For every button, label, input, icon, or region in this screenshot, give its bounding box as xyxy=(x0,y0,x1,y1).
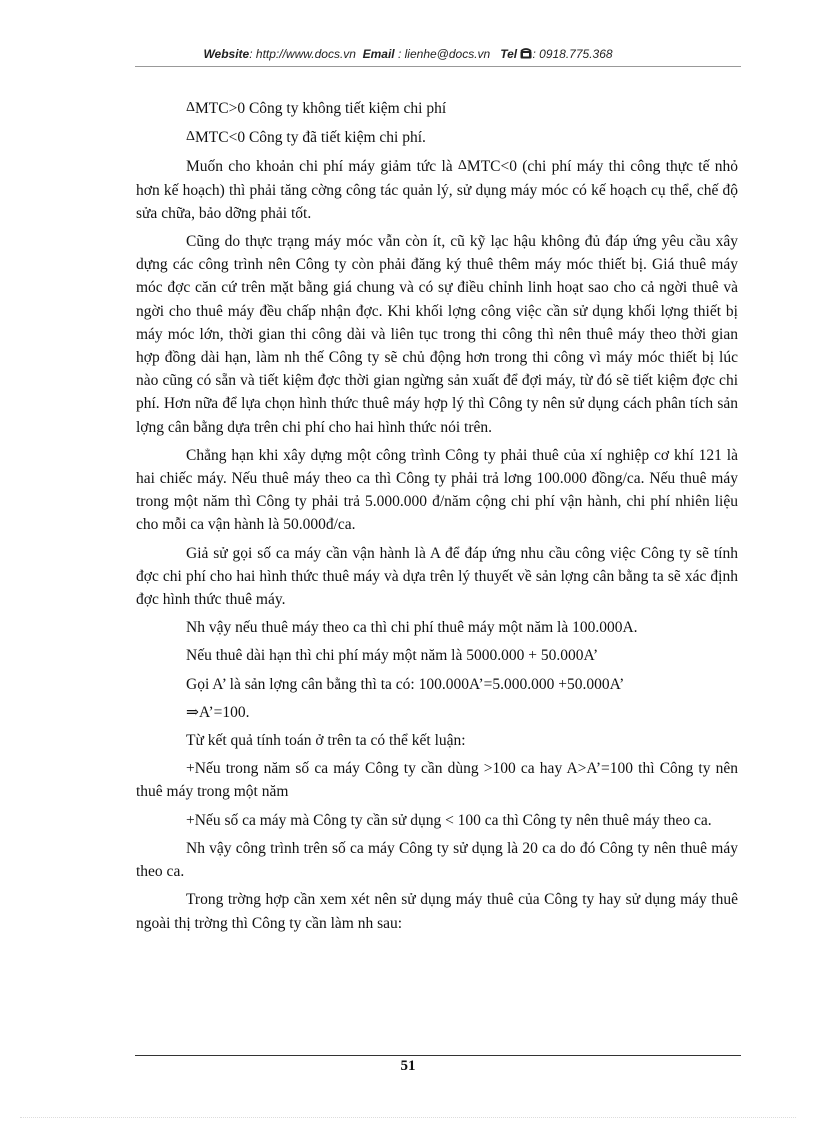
paragraph: Cũng do thực trạng máy móc vẫn còn ít, cũ kỹ lạc hậu không đủ đáp ứng yêu cầu xây dựng các công trình nên Công ty còn phải đăng ký thuê thêm máy móc thiết bị. Giá thuê máy móc đợc căn cứ trên mặt bằng giá chung và có sự điều chỉnh linh hoạt sao cho cả ngời thuê và ngời cho thuê máy đều chấp nhận đợc. Khi khối lợng công việc cần sử dụng khối lợng thiết bị máy móc lớn, thời gian thi công dài và liên tục trong thi công thì nên thuê máy theo thời gian hợp đồng dài hạn, làm nh thế Công ty sẽ chủ động hơn trong thi công vì máy móc thiết bị lúc nào cũng có sẵn và tiết kiệm đợc thời gian ngừng sản xuất để đợi máy, từ đó sẽ tiết kiệm đợc chi phí. Hơn nữa để lựa chọn hình thức thuê máy hợp lý thì Công ty nên sử dụng cách phân tích sản lợng cân bằng dựa trên chi phí cho hai hình thức nói trên. xyxy=(136,233,738,436)
paragraph: Chẳng hạn khi xây dựng một công trình Công ty phải thuê của xí nghiệp cơ khí 121 là hai chiếc máy. Nếu thuê máy theo ca thì Công ty phải trả lơng 100.000 đồng/ca. Nếu thuê máy trong một năm thì Công ty phải trả 5.000.000 đ/năm cộng chi phí vận hành, chi phí nhiên liệu cho mỗi ca vận hành là 50.000đ/ca. xyxy=(136,446,738,534)
page-bottom-border xyxy=(20,1117,796,1118)
delta-symbol: Δ xyxy=(457,158,467,174)
website-value[interactable]: : http://www.docs.vn xyxy=(249,47,356,61)
email-value[interactable]: : lienhe@docs.vn xyxy=(394,47,491,61)
paragraph: Nếu thuê dài hạn thì chi phí máy một năm là 5000.000 + 50.000A’ xyxy=(186,647,599,665)
paragraph: ⇒A’=100. xyxy=(186,703,250,721)
delta-symbol: Δ xyxy=(186,129,196,145)
tel-value: : 0918.775.368 xyxy=(532,47,613,61)
paragraph: Nh vậy công trình trên số ca máy Công ty sử dụng là 20 ca do đó Công ty nên thuê máy theo ca. xyxy=(136,839,738,881)
phone-icon xyxy=(520,48,532,62)
delta-symbol: Δ xyxy=(186,100,196,115)
page-number: 51 xyxy=(400,1058,416,1074)
document-body xyxy=(136,96,738,940)
tel-label: Tel xyxy=(500,47,518,61)
page-header xyxy=(0,47,816,62)
footer-divider xyxy=(135,1055,741,1056)
paragraph: Gọi A’ là sản lợng cân bằng thì ta có: 100.000A’=5.000.000 +50.000A’ xyxy=(186,675,625,693)
paragraph: ΔMTC>0 Công ty không tiết kiệm chi phí xyxy=(186,100,447,117)
paragraph: Giả sử gọi số ca máy cần vận hành là A để đáp ứng nhu cầu công việc Công ty sẽ tính đợc chi phí cho hai hình thức thuê máy và dựa trên lý thuyết về sản lợng cân bằng ta sẽ xác định đợc hình thức thuê máy. xyxy=(136,544,738,609)
paragraph: ΔMTC<0 Công ty đã tiết kiệm chi phí. xyxy=(186,129,426,147)
email-label: Email xyxy=(362,47,395,61)
paragraph: Từ kết quả tính toán ở trên ta có thể kết luận: xyxy=(186,732,466,750)
paragraph: +Nếu trong năm số ca máy Công ty cần dùng >100 ca hay A>A’=100 thì Công ty nên thuê máy trong một năm xyxy=(136,760,738,801)
paragraph: Nh vậy nếu thuê máy theo ca thì chi phí thuê máy một năm là 100.000A. xyxy=(186,619,638,637)
implies-arrow-icon: ⇒ xyxy=(186,703,199,721)
website-label: Website xyxy=(203,47,250,61)
paragraph: Muốn cho khoản chi phí máy giảm tức là ΔMTC<0 (chi phí máy thi công thực tế nhỏ hơn kế hoạch) thì phải tăng cờng công tác quản lý, sử dụng máy móc có kế hoạch cụ thể, chế độ sửa chữa, bảo dỡng phải tốt. xyxy=(136,158,738,222)
paragraph: Trong trờng hợp cần xem xét nên sử dụng máy thuê của Công ty hay sử dụng máy thuê ngoài thị trờng thì Công ty cần làm nh sau: xyxy=(136,891,738,932)
paragraph: +Nếu số ca máy mà Công ty cần sử dụng < 100 ca thì Công ty nên thuê máy theo ca. xyxy=(186,811,712,829)
header-divider xyxy=(135,66,741,67)
